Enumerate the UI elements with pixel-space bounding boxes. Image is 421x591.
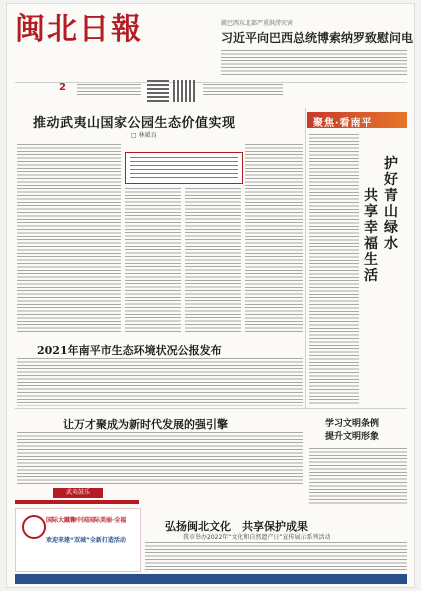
qr-code-2 bbox=[173, 80, 195, 102]
ad-red-bar bbox=[15, 500, 139, 504]
footer-bar bbox=[15, 574, 407, 584]
qr-code bbox=[147, 80, 169, 102]
column-text-1 bbox=[309, 134, 359, 404]
talent-tag: 武夷鼓乐 bbox=[53, 488, 103, 498]
masthead-title: 闽北日報 bbox=[15, 12, 143, 47]
eco-report-text bbox=[17, 358, 303, 406]
civility-headline bbox=[325, 418, 379, 444]
civility-line-1: 学习文明条例 bbox=[325, 419, 380, 429]
info-text-2 bbox=[203, 84, 283, 96]
lead-col-3 bbox=[185, 188, 241, 334]
vertical-rule bbox=[305, 108, 306, 408]
vertical-headline-1: 护好青山绿水 bbox=[384, 156, 398, 252]
ad-line-1: 国际大蹴鞠中国国际美丽·全福 bbox=[46, 517, 127, 524]
civility-text bbox=[309, 448, 407, 506]
ad-logo-icon bbox=[22, 515, 46, 539]
top-news bbox=[221, 18, 414, 46]
top-headline: 习近平向巴西总统博索纳罗致慰问电 bbox=[221, 31, 414, 45]
horizontal-rule bbox=[15, 408, 407, 409]
info-text bbox=[77, 84, 141, 96]
vertical-headline-2: 共享幸福生活 bbox=[364, 188, 378, 284]
eco-report-headline: 2021年南平市生态环境状况公报发布 bbox=[37, 344, 222, 357]
lead-byline: □ 林斌良 bbox=[131, 132, 157, 139]
civility-line-2: 提升文明形象 bbox=[325, 432, 380, 442]
culture-headline: 弘扬闽北文化 共享保护成果 bbox=[165, 520, 308, 533]
page-number: 2 bbox=[59, 82, 66, 93]
section-label: 聚焦·看南平 bbox=[313, 118, 373, 129]
top-kicker: 就巴西东北部严重洪涝灾害 bbox=[221, 20, 294, 27]
ad-line-2: 欢迎来建“双城”全新打造活动 bbox=[46, 537, 126, 544]
culture-text bbox=[145, 542, 407, 570]
top-body bbox=[221, 50, 407, 76]
lead-col-4 bbox=[245, 144, 303, 334]
masthead bbox=[15, 10, 215, 50]
talent-headline: 让万才聚成为新时代发展的强引擎 bbox=[63, 418, 228, 431]
talent-text bbox=[17, 432, 303, 486]
advertisement bbox=[15, 508, 141, 572]
lead-quote bbox=[125, 152, 243, 184]
newspaper-page bbox=[7, 4, 414, 587]
lead-col-2 bbox=[125, 188, 181, 334]
section-banner bbox=[307, 112, 407, 128]
culture-kicker: 我市举办2022年“文化和自然遗产日”宣传展示系列活动 bbox=[183, 534, 331, 541]
lead-col-1 bbox=[17, 144, 121, 334]
lead-headline: 推动武夷山国家公园生态价值实现 bbox=[33, 116, 236, 131]
